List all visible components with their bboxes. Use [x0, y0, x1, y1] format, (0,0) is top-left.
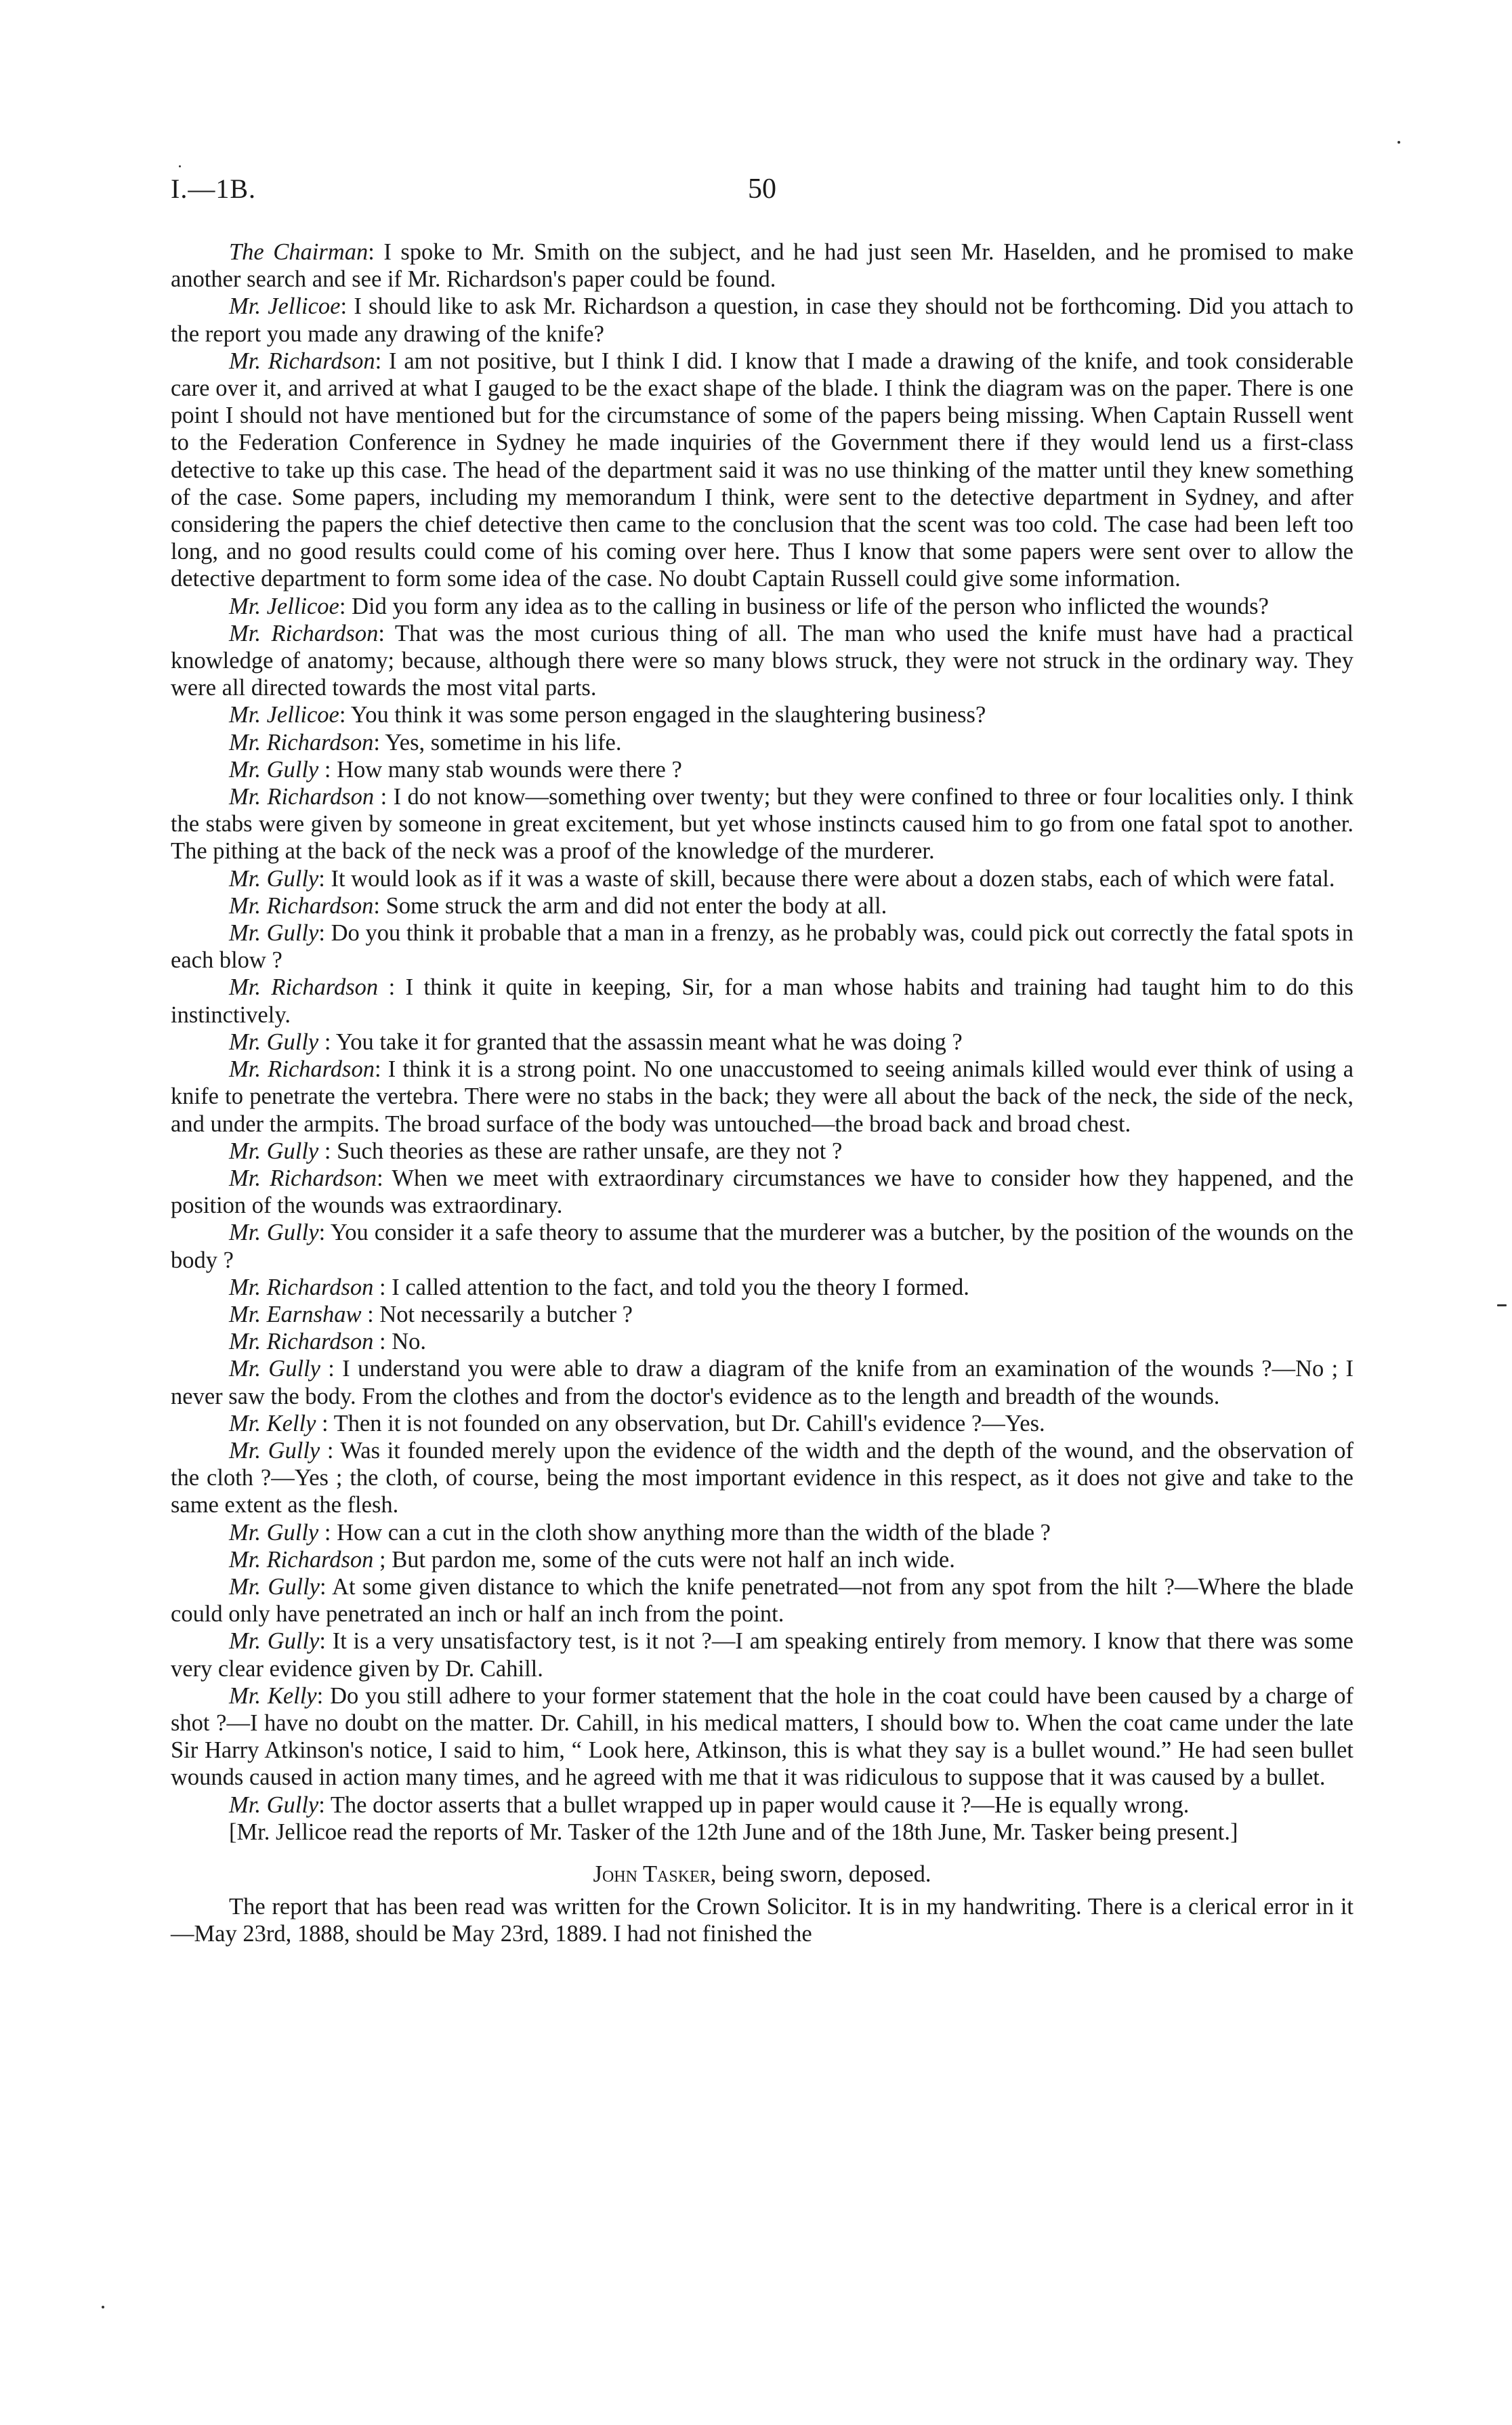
statement-text: But pardon me, some of the cuts were not half an inch wide. — [392, 1546, 955, 1573]
speaker-separator: : — [375, 348, 390, 374]
speaker-separator: : — [374, 784, 394, 810]
speaker-name: Mr. Richardson — [229, 974, 379, 1001]
speaker-name: Mr. Richardson — [229, 892, 374, 919]
speaker-name: Mr. Jellicoe — [229, 293, 341, 320]
testimony-paragraph — [171, 1165, 1353, 1219]
statement-text: No. — [392, 1329, 427, 1355]
scan-speck — [179, 165, 181, 167]
statement-text: I am not positive, but I think I did. I know that I made a drawing of the knife, and took considerable care over it, and arrived at what I gauged to be the exact shape of the blade. I think the diagram was on the paper. There is one point I should not have mentioned but for the circumstance of some of the papers being missing. When Captain Russell went to the Federation Conference in Sydney he made inquiries of the Government there if they would lend us a first-class detective to take up this case. The head of the department said it was no use thinking of the matter until they knew something of the case. Some papers, including my memorandum I think, were sent to the detective department in Sydney, and after considering the papers the chief detective then came to the conclusion that the scent was too cold. The case had been left too long, and no good results could come of his coming over here. Thus I know that some papers were sent over to allow the detective department to form some idea of the case. No doubt Captain Russell could give some information. — [171, 348, 1353, 592]
speaker-separator: : — [378, 620, 395, 646]
testimony-paragraph — [171, 974, 1353, 1028]
statement-text: Do you think it probable that a man in a frenzy, as he probably was, could pick out correctly the fatal spots in each blow ? — [171, 920, 1353, 974]
statement-text: I understand you were able to draw a diagram of the knife from an examination of the wounds ?—No ; I never saw the body. From the clothes and from the doctor's evidence as to the length and breadth of the wounds. — [171, 1356, 1353, 1409]
statement-text: You consider it a safe theory to assume that the murderer was a butcher, by the position of the wounds on the body ? — [171, 1220, 1353, 1273]
statement-text: You take it for granted that the assassin meant what he was doing ? — [335, 1029, 963, 1055]
testimony-paragraph — [171, 1437, 1353, 1519]
testimony-paragraph — [171, 1056, 1353, 1138]
testimony-paragraph — [171, 1301, 1353, 1328]
scan-speck — [102, 2306, 104, 2308]
speaker-name: Mr. Jellicoe — [229, 702, 339, 728]
testimony-paragraph — [171, 239, 1353, 293]
testimony-paragraph — [171, 865, 1353, 892]
speaker-name: Mr. Gully — [229, 1437, 320, 1464]
speaker-name: Mr. Gully — [229, 1138, 319, 1164]
deposition-text: , being sworn, deposed. — [710, 1861, 931, 1887]
document-reference: I.—1B. — [171, 173, 256, 204]
speaker-separator: : — [318, 1029, 336, 1055]
speaker-name: Mr. Richardson — [229, 620, 379, 646]
speaker-name: Mr. Kelly — [229, 1410, 316, 1436]
statement-text: Do you still adhere to your former statement that the hole in the coat could have been caused by a charge of shot ?—I have no doubt on the matter. Dr. Cahill, in his medical matters, I should bow to. When the coat came under the late Sir Harry Atkinson's notice, I said to him, “ Look here, Atkinson, this is what they say is a bullet wound.” He had seen bullet wounds caused in action many times, and he agreed with me that it was ridiculous to suppose that it was caused by a bullet. — [171, 1682, 1353, 1791]
speaker-name: Mr. Gully — [229, 920, 319, 947]
speaker-separator: : — [373, 892, 386, 919]
speaker-separator: : — [316, 1682, 331, 1709]
testimony-paragraph — [171, 1355, 1353, 1409]
speaker-name: The Chairman — [229, 239, 369, 265]
testimony-paragraph — [171, 892, 1353, 919]
speaker-name: Mr. Jellicoe — [229, 593, 339, 619]
speaker-separator: : — [373, 1329, 392, 1355]
speaker-separator: ; — [373, 1546, 392, 1573]
speaker-name: Mr. Richardson — [229, 1546, 374, 1573]
witness-name: John Tasker — [593, 1861, 711, 1887]
speaker-separator: : — [319, 1628, 333, 1655]
speaker-separator: : — [320, 1573, 333, 1600]
statement-text: That was the most curious thing of all. The man who used the knife must have had a practical knowledge of anatomy; because, although there were so many blows struck, they were not struck in the ordinary way. They were all directed towards the most vital parts. — [171, 620, 1353, 701]
speaker-name: Mr. Gully — [229, 1220, 319, 1246]
statement-text: Was it founded merely upon the evidence of the width and the depth of the wound, and the observation of the cloth ?—Yes ; the cloth, of course, being the most important evidence in this respect, as it does not give and take to the same extent as the flesh. — [171, 1437, 1353, 1518]
testimony-paragraph — [171, 783, 1353, 865]
testimony-paragraph — [171, 1791, 1353, 1819]
speaker-name: Mr. Richardson — [229, 729, 374, 755]
statement-text: I spoke to Mr. Smith on the subject, and he had just seen Mr. Haselden, and he promised to make another search and see if Mr. Richardson's paper could be found. — [171, 239, 1354, 293]
testimony-paragraph — [171, 293, 1353, 347]
scan-speck — [1497, 1304, 1507, 1306]
speaker-separator: : — [318, 1220, 331, 1246]
testimony-paragraph — [171, 729, 1353, 756]
speaker-separator: : — [377, 1165, 392, 1191]
testimony-paragraph — [171, 1546, 1353, 1573]
statement-text: I should like to ask Mr. Richardson a question, in case they should not be forthcoming. Did you attach to the report you made any drawing of the knife? — [171, 293, 1353, 347]
speaker-name: Mr. Gully — [229, 756, 319, 783]
speaker-name: Mr. Richardson — [229, 1274, 374, 1300]
speaker-name: Mr. Gully — [229, 1356, 320, 1382]
speaker-separator: : — [368, 239, 384, 265]
speaker-name: Mr. Gully — [229, 865, 319, 892]
statement-text: Did you form any idea as to the calling in business or life of the person who inflicted the wounds? — [352, 593, 1269, 619]
speaker-separator: : — [361, 1301, 380, 1327]
speaker-separator: : — [374, 1056, 388, 1083]
statement-text: I called attention to the fact, and told you the theory I formed. — [392, 1274, 969, 1300]
speaker-name: Mr. Gully — [229, 1628, 320, 1655]
statement-text: The doctor asserts that a bullet wrapped up in paper would cause it ?—He is equally wrong. — [330, 1791, 1190, 1818]
speaker-name: Mr. Earnshaw — [229, 1301, 362, 1327]
testimony-paragraphs — [171, 239, 1353, 1846]
testimony-paragraph — [171, 1138, 1353, 1165]
speaker-name: Mr. Gully — [229, 1519, 319, 1546]
testimony-paragraph — [171, 919, 1353, 974]
statement-text: Not necessarily a butcher ? — [379, 1301, 633, 1327]
speaker-name: Mr. Gully — [229, 1029, 319, 1055]
testimony-paragraph — [171, 1628, 1353, 1682]
speaker-separator: : — [339, 702, 351, 728]
scan-speck — [1398, 141, 1400, 144]
statement-text: Yes, sometime in his life. — [385, 729, 622, 755]
closing-paragraph: The report that has been read was written for the Crown Solicitor. It is in my handwriting. There is a clerical error in it—May 23rd, 1888, should be May 23rd, 1889. I had not finished the — [171, 1894, 1353, 1947]
speaker-name: Mr. Richardson — [229, 1329, 374, 1355]
speaker-separator: : — [318, 1791, 331, 1818]
testimony-paragraph — [171, 1682, 1353, 1791]
statement-text: At some given distance to which the knife penetrated—not from any spot from the hilt ?—Where the blade could only have penetrated an inch or half an inch from the point. — [171, 1573, 1354, 1628]
speaker-separator: : — [340, 293, 354, 320]
statement-text: It is a very unsatisfactory test, is it not ?—I am speaking entirely from memory. I know that there was some very clear evidence given by Dr. Cahill. — [171, 1628, 1353, 1682]
speaker-name: Mr. Gully — [229, 1573, 320, 1600]
testimony-paragraph — [171, 1819, 1353, 1846]
speaker-name: Mr. Richardson — [229, 784, 375, 810]
testimony-paragraph — [171, 1219, 1353, 1273]
testimony-paragraph — [171, 1573, 1353, 1628]
testimony-paragraph — [171, 1519, 1353, 1546]
statement-text: I do not know—something over twenty; but they were confined to three or four localities only. I think the stabs were given by someone in great excitement, but yet whose instincts caused him to go from one fatal spot to another. The pithing at the back of the neck was a proof of the knowledge of the murderer. — [171, 784, 1353, 865]
statement-text: How many stab wounds were there ? — [337, 756, 682, 783]
statement-text: I think it quite in keeping, Sir, for a man whose habits and training had taught him to do this instinctively. — [171, 974, 1353, 1028]
speaker-separator: : — [320, 1356, 343, 1382]
speaker-separator: : — [318, 865, 331, 892]
speaker-separator: : — [316, 1410, 334, 1436]
speaker-name: Mr. Richardson — [229, 348, 375, 374]
statement-text: You think it was some person engaged in the slaughtering business? — [350, 702, 986, 728]
page-number: 50 — [748, 173, 776, 205]
testimony-paragraph — [171, 1328, 1353, 1355]
body-text — [171, 239, 1353, 1948]
speaker-name: Mr. Kelly — [229, 1682, 317, 1709]
speaker-separator: : — [339, 593, 352, 619]
speaker-separator: : — [318, 756, 337, 783]
testimony-paragraph — [171, 1274, 1353, 1301]
speaker-separator: : — [373, 729, 385, 755]
deposition-heading — [171, 1861, 1353, 1888]
speaker-name: Mr. Gully — [229, 1791, 319, 1818]
statement-text: Such theories as these are rather unsafe, are they not ? — [337, 1138, 843, 1164]
testimony-paragraph — [171, 1410, 1353, 1437]
testimony-paragraph — [171, 593, 1353, 620]
statement-text: How can a cut in the cloth show anything more than the width of the blade ? — [337, 1519, 1051, 1546]
statement-text: I think it is a strong point. No one unaccustomed to seeing animals killed would ever think of using a knife to penetrate the vertebra. There were no stabs in the back; they were all about the back of the neck, the side of the neck, and under the armpits. The broad surface of the body was untouched—the broad back and broad chest. — [171, 1056, 1354, 1137]
speaker-separator: : — [318, 1138, 337, 1164]
speaker-separator: : — [373, 1274, 392, 1300]
page-header — [171, 173, 1353, 213]
statement-text: [Mr. Jellicoe read the reports of Mr. Tasker of the 12th June and of the 18th June, Mr. Tasker being present.] — [229, 1819, 1238, 1845]
speaker-separator: : — [378, 974, 406, 1001]
testimony-paragraph — [171, 701, 1353, 728]
statement-text: When we meet with extraordinary circumstances we have to consider how they happened, and the position of the wounds was extraordinary. — [171, 1165, 1354, 1219]
speaker-name: Mr. Richardson — [229, 1056, 375, 1083]
speaker-separator: : — [318, 1519, 337, 1546]
speaker-separator: : — [320, 1437, 341, 1464]
testimony-paragraph — [171, 756, 1353, 783]
speaker-name: Mr. Richardson — [229, 1165, 377, 1191]
statement-text: Some struck the arm and did not enter the body at all. — [385, 892, 887, 919]
statement-text: Then it is not founded on any observation, but Dr. Cahill's evidence ?—Yes. — [333, 1410, 1045, 1436]
speaker-separator: : — [318, 920, 331, 947]
statement-text: It would look as if it was a waste of skill, because there were about a dozen stabs, each of which were fatal. — [331, 865, 1335, 892]
testimony-paragraph — [171, 348, 1353, 593]
testimony-paragraph — [171, 1029, 1353, 1056]
testimony-paragraph — [171, 620, 1353, 702]
